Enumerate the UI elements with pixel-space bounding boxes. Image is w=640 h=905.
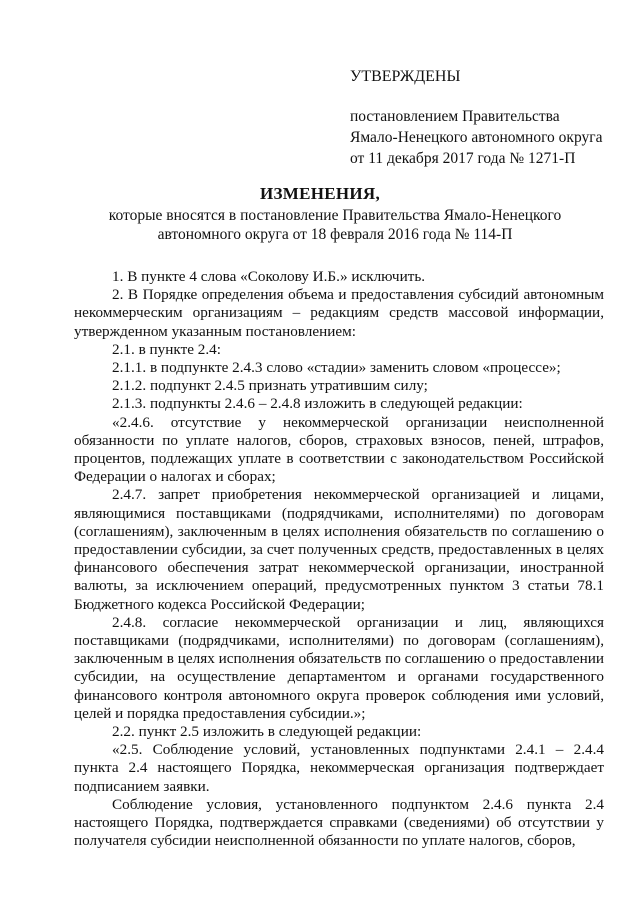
paragraph: 2.1. в пункте 2.4: bbox=[112, 340, 221, 358]
document-subtitle: которые вносятся в постановление Правительства Ямало-Ненецкого автономного округа от 18 февраля 2016 года № 114-П bbox=[108, 207, 562, 243]
paragraph: 2.4.8. согласие некоммерческой организации и лиц, являющихся поставщиками (подрядчиками, исполнителями) по договорам (соглашениям), заключенным в целях исполнения обязательств по соглашению о предоставлении субсидии, на осуществление департаментом и органами государственного финансового контроля автономного округа проверок соблюдения ими условий, целей и порядка предоставления субсидии.»; bbox=[74, 613, 604, 722]
paragraph: 2.1.3. подпункты 2.4.6 – 2.4.8 изложить в следующей редакции: bbox=[112, 395, 523, 413]
approval-line: от 11 декабря 2017 года № 1271-П bbox=[350, 150, 576, 167]
paragraph: 2.2. пункт 2.5 изложить в следующей редакции: bbox=[112, 723, 422, 741]
paragraph: 2.1.2. подпункт 2.4.5 признать утратившим силу; bbox=[112, 377, 428, 395]
paragraph: Соблюдение условия, установленного подпунктом 2.4.6 пункта 2.4 настоящего Порядка, подтверждается справками (сведениями) об отсутствии у получателя субсидии неисполненной обязанности по уплате налогов, сборов, bbox=[74, 795, 604, 850]
paragraph: 1. В пункте 4 слова «Соколову И.Б.» исключить. bbox=[112, 268, 426, 285]
paragraph: «2.5. Соблюдение условий, установленных подпунктами 2.4.1 – 2.4.4 пункта 2.4 настоящего Порядка, некоммерческая организация подтверждает подписанием заявки. bbox=[74, 741, 604, 795]
approval-heading: УТВЕРЖДЕНЫ bbox=[350, 68, 461, 85]
document-title: ИЗМЕНЕНИЯ, bbox=[259, 184, 381, 203]
paragraph: «2.4.6. отсутствие у некоммерческой организации неисполненной обязанности по уплате налогов, сборов, страховых взносов, пеней, штрафов, процентов, подлежащих уплате в соответствии с законодательством Российской Федерации о налогах и сборах; bbox=[74, 413, 604, 486]
paragraph: 2. В Порядке определения объема и предоставления субсидий автономным некоммерческим организациям – редакциям средств массовой информации, утвержденном указанным постановлением: bbox=[74, 286, 604, 340]
approval-block bbox=[350, 66, 620, 169]
paragraph: 2.4.7. запрет приобретения некоммерческой организацией и лицами, являющимися поставщиками (подрядчиками, исполнителями) по договорам (соглашениям), заключенным в целях исполнения обязательств по соглашению о предоставлении субсидии, за счет полученных средств, предоставленных в целях финансового обеспечения затрат некоммерческой организации, иностранной валюты, за исключением операций, предусмотренных пунктом 3 статьи 78.1 Бюджетного кодекса Российской Федерации; bbox=[74, 486, 604, 613]
approval-line: постановлением Правительства bbox=[350, 108, 560, 125]
document-body bbox=[74, 268, 604, 851]
approval-line: Ямало-Ненецкого автономного округа bbox=[350, 129, 603, 146]
paragraph: 2.1.1. в подпункте 2.4.3 слово «стадии» заменить словом «процессе»; bbox=[112, 359, 561, 377]
